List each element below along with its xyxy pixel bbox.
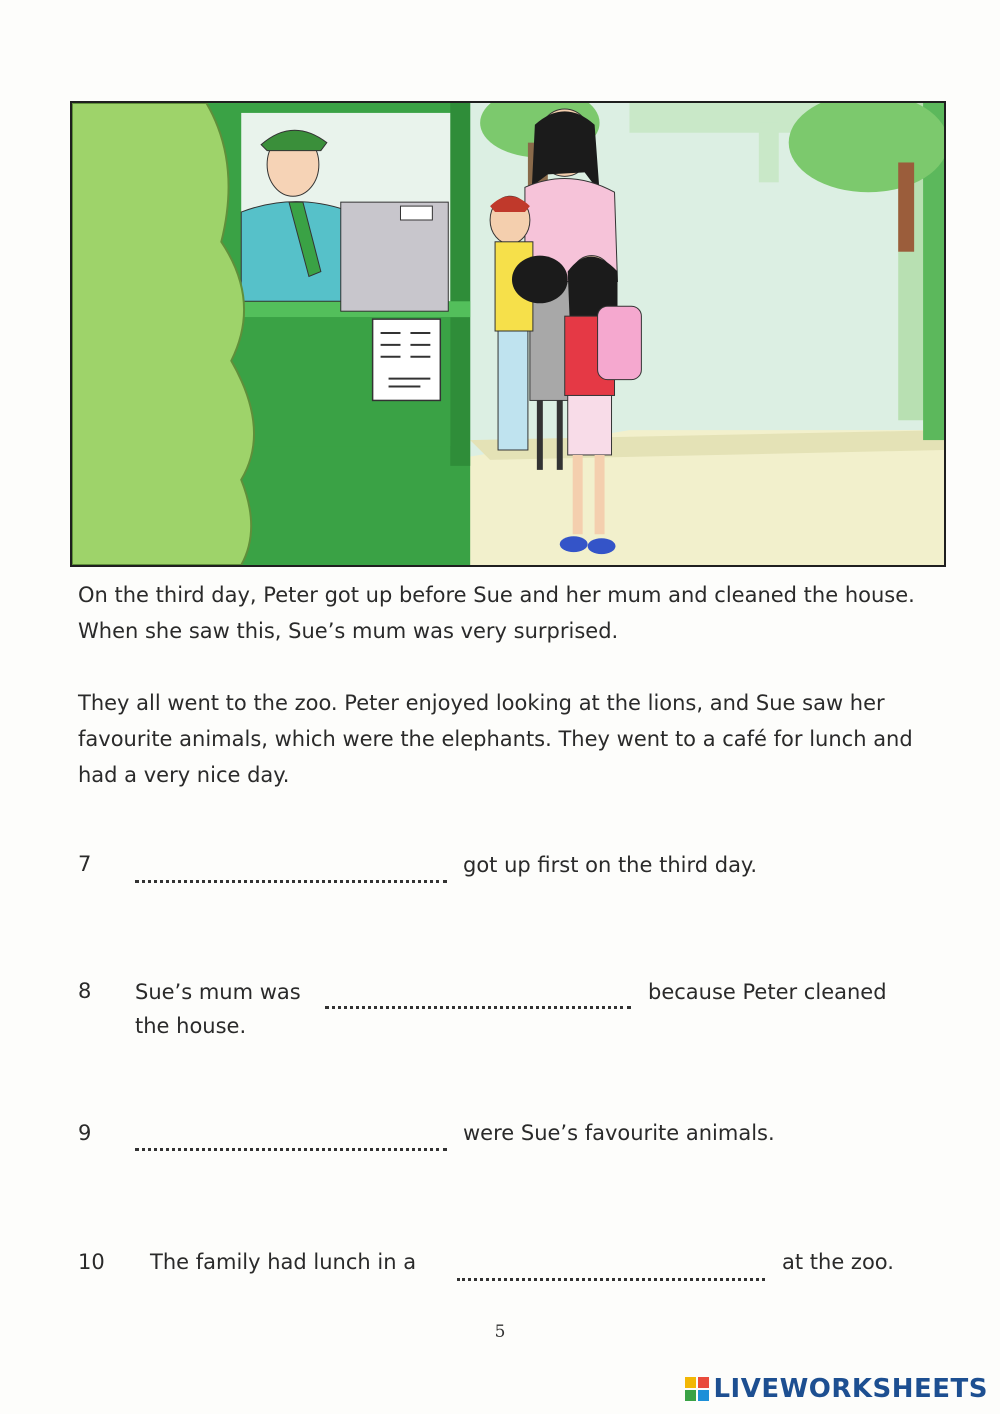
page-number: 5 [494,1322,506,1342]
liveworksheets-logo-icon [685,1377,709,1401]
question-number: 10 [78,1250,105,1274]
zoo-ticket-booth-illustration [70,101,946,567]
answer-blank-7[interactable] [135,878,447,883]
question-text-after: because Peter cleaned [648,980,887,1004]
question-text-after: at the zoo. [782,1250,894,1274]
question-text-after: got up first on the third day. [463,853,758,877]
question-number: 9 [78,1121,92,1145]
illustration-drawing [72,103,944,565]
story-paragraph-1: On the third day, Peter got up before Sue and her mum and cleaned the house. When she saw this, Sue’s mum was very surprised. [78,583,915,643]
answer-blank-10[interactable] [457,1276,765,1281]
story-paragraph-2: They all went to the zoo. Peter enjoyed looking at the lions, and Sue saw her favourite animals, which were the elephants. They went to a café for lunch and had a very nice day. [78,691,913,787]
question-text-continuation: the house. [135,1014,247,1038]
answer-blank-9[interactable] [135,1146,447,1151]
question-text-before: The family had lunch in a [150,1250,417,1274]
question-number: 7 [78,852,92,876]
liveworksheets-brand[interactable] [685,1374,988,1404]
brand-name: LIVEWORKSHEETS [713,1374,988,1404]
question-number: 8 [78,979,92,1003]
question-text-after: were Sue’s favourite animals. [463,1121,775,1145]
answer-blank-8[interactable] [325,1004,631,1009]
question-text-before: Sue’s mum was [135,980,301,1004]
